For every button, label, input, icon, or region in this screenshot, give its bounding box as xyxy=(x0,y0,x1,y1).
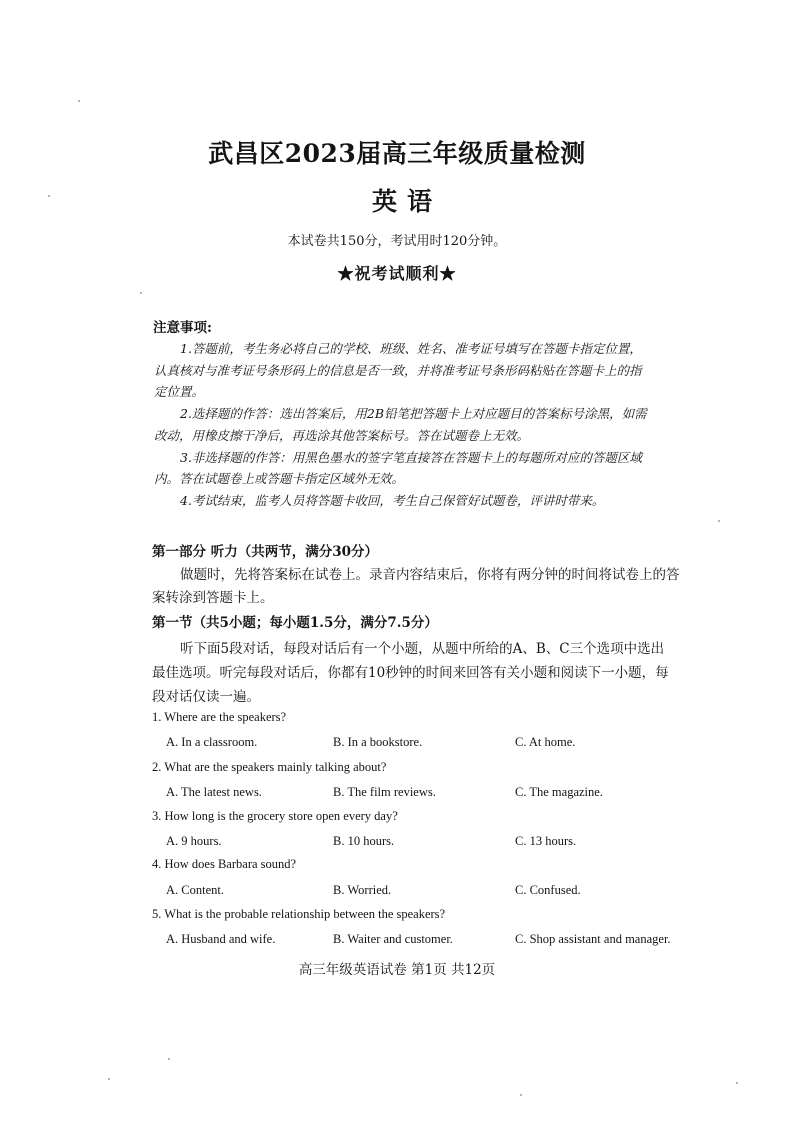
section1-intro: 段对话仅读一遍。 xyxy=(152,689,260,705)
note-line: 4.考试结束，监考人员将答题卡收回，考生自己保管好试题卷，评讲时带来。 xyxy=(180,493,605,508)
exam-info: 本试卷共150分，考试用时120分钟。 xyxy=(287,234,507,249)
scan-speck xyxy=(108,1078,110,1080)
option-b: B. The film reviews. xyxy=(333,785,436,799)
note-line: 改动，用橡皮擦干净后，再选涂其他答案标号。答在试题卷上无效。 xyxy=(154,428,530,443)
option-b: B. Waiter and customer. xyxy=(333,932,453,946)
question-stem: 4. How does Barbara sound? xyxy=(152,857,297,871)
question-stem: 3. How long is the grocery store open every day? xyxy=(152,809,398,823)
scan-speck xyxy=(736,1082,738,1084)
question-stem: 5. What is the probable relationship between the speakers? xyxy=(152,907,446,921)
option-a: A. In a classroom. xyxy=(166,735,258,749)
option-a: A. Content. xyxy=(166,883,224,897)
note-line: 认真核对与准考证号条形码上的信息是否一致，并将准考证号条形码粘贴在答题卡上的指 xyxy=(154,363,642,378)
option-b: B. Worried. xyxy=(333,883,392,897)
part1-intro: 案转涂到答题卡上。 xyxy=(152,590,274,606)
option-a: A. Husband and wife. xyxy=(166,932,276,946)
section1-intro: 听下面5段对话，每段对话后有一个小题，从题中所给的A、B、C三个选项中选出 xyxy=(180,641,665,657)
option-c: C. At home. xyxy=(515,735,576,749)
option-c: C. 13 hours. xyxy=(515,834,577,848)
section1-heading: 第一节（共5小题；每小题1.5分，满分7.5分） xyxy=(152,615,438,631)
scan-speck xyxy=(78,100,80,102)
option-c: C. Shop assistant and manager. xyxy=(515,932,671,946)
option-a: A. The latest news. xyxy=(166,785,262,799)
exam-title: 武昌区2023届高三年级质量检测 xyxy=(208,139,586,168)
note-line: 内。答在试题卷上或答题卡指定区域外无效。 xyxy=(154,471,405,486)
scan-speck xyxy=(168,1058,170,1060)
exam-wish: ★祝考试顺利★ xyxy=(337,264,457,283)
notes-title: 注意事项: xyxy=(153,320,212,336)
option-c: C. The magazine. xyxy=(515,785,603,799)
scan-speck xyxy=(520,1094,522,1096)
scan-speck xyxy=(718,520,720,522)
scan-speck xyxy=(48,195,50,197)
option-b: B. In a bookstore. xyxy=(333,735,423,749)
option-b: B. 10 hours. xyxy=(333,834,395,848)
part1-heading: 第一部分 听力（共两节，满分30分） xyxy=(152,544,378,560)
note-line: 1.答题前，考生务必将自己的学校、班级、姓名、准考证号填写在答题卡指定位置， xyxy=(180,341,642,356)
note-line: 2.选择题的作答：选出答案后，用2B铅笔把答题卡上对应题目的答案标号涂黑，如需 xyxy=(180,406,647,421)
option-a: A. 9 hours. xyxy=(166,834,222,848)
question-stem: 2. What are the speakers mainly talking about? xyxy=(152,760,387,774)
note-line: 3.非选择题的作答：用黑色墨水的签字笔直接答在答题卡上的每题所对应的答题区域 xyxy=(180,450,642,465)
exam-subject: 英语 xyxy=(371,187,442,216)
scan-speck xyxy=(140,292,142,294)
note-line: 定位置。 xyxy=(154,384,205,399)
page-footer: 高三年级英语试卷 第1页 共12页 xyxy=(298,962,496,978)
part1-intro: 做题时，先将答案标在试卷上。录音内容结束后，你将有两分钟的时间将试卷上的答 xyxy=(180,567,680,583)
section1-intro: 最佳选项。听完每段对话后，你都有10秒钟的时间来回答有关小题和阅读下一小题，每 xyxy=(152,665,669,681)
option-c: C. Confused. xyxy=(515,883,581,897)
question-stem: 1. Where are the speakers? xyxy=(152,710,287,724)
